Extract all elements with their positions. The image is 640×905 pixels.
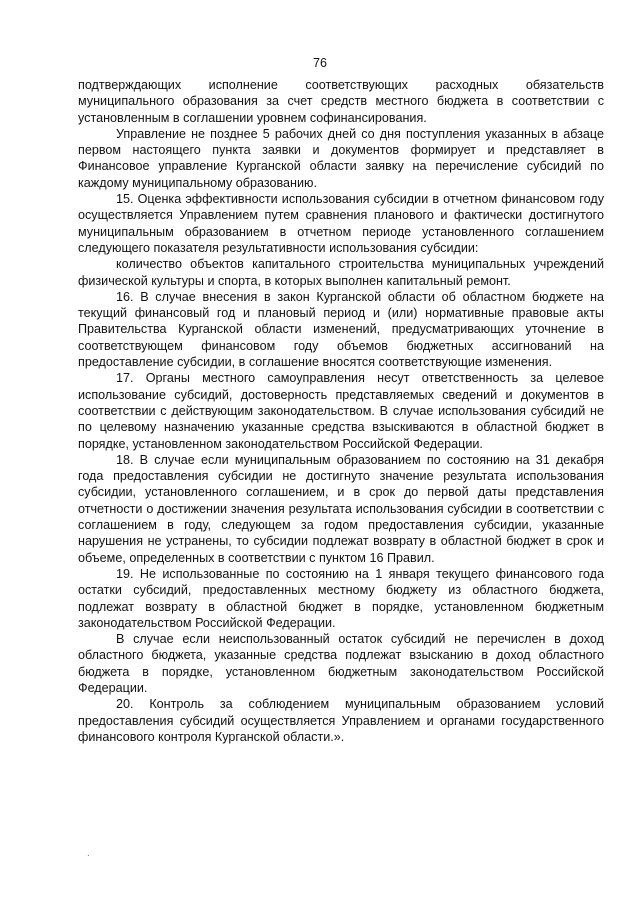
paragraph: количество объектов капитального строительства муниципальных учреждений физической культуры и спорта, в которых выполнен капитальный ремонт. [78,257,604,288]
paragraph-item-19: 19. Не использованные по состоянию на 1 января текущего финансового года остатки субсидий, предоставленных местному бюджету из областного бюджета, подлежат возврату в областной бюджет в порядке, установленном бюджетным законодательством Российской Федерации. [78,566,604,630]
paragraph: Управление не позднее 5 рабочих дней со дня поступления указанных в абзаце первом настоящего пункта заявки и документов формирует и представляет в Финансовое управление Курганской области заявку на перечисление субсидий по каждому муниципальному образованию. [78,126,604,190]
paragraph-item-16: 16. В случае внесения в закон Курганской области об областном бюджете на текущий финансовый год и плановый период и (или) нормативные правовые акты Правительства Курганской области изменений, предусматривающих уточнение в соответствующем финансовом году объемов бюджетных ассигнований на предоставление субсидии, в соглашение вносятся соответствующие изменения. [78,289,604,370]
paragraph-item-20: 20. Контроль за соблюдением муниципальным образованием условий предоставления субсидий осуществляется Управлением и органами государственного финансового контроля Курганской области.». [78,697,604,744]
paragraph: подтверждающих исполнение соответствующих расходных обязательств муниципального образования за счет средств местного бюджета в соответствии с установленным в соглашении уровнем софинансирования. [78,78,604,125]
paragraph: В случае если неиспользованный остаток субсидий не перечислен в доход областного бюджета, указанные средства подлежат взысканию в доход областного бюджета в порядке, установленном бюджетным законодательством Российской Федерации. [78,632,604,695]
paragraph-item-18: 18. В случае если муниципальным образованием по состоянию на 31 декабря года предоставления субсидии не достигнуто значение результата использования субсидии, установленного соглашением, и в срок до первой даты представления отчетности о достижении значения результата использования субсидии в соответствии с соглашением в году, следующем за годом предоставления субсидии, указанные нарушения не устранены, то субсидии подлежат возврату в областной бюджет в срок и объеме, определенных в соответствии с пунктом 16 Правил. [78,452,604,565]
paragraph-item-15: 15. Оценка эффективности использования субсидии в отчетном финансовом году осуществляется Управлением путем сравнения планового и фактически достигнутого муниципальным образованием в отчетном периоде установленного соглашением следующего показателя результативности использования субсидии: [78,192,604,255]
paragraph-item-17: 17. Органы местного самоуправления несут ответственность за целевое использование субсидий, достоверность представляемых сведений и документов в соответствии с действующим законодательством. В случае использования субсидий не по целевому назначению указанные средства взыскиваются в областной бюджет в порядке, установленном законодательством Российской Федерации. [78,371,604,451]
page-number: 76 [313,56,327,70]
document-body [78,77,604,745]
stray-mark: . [87,848,90,859]
